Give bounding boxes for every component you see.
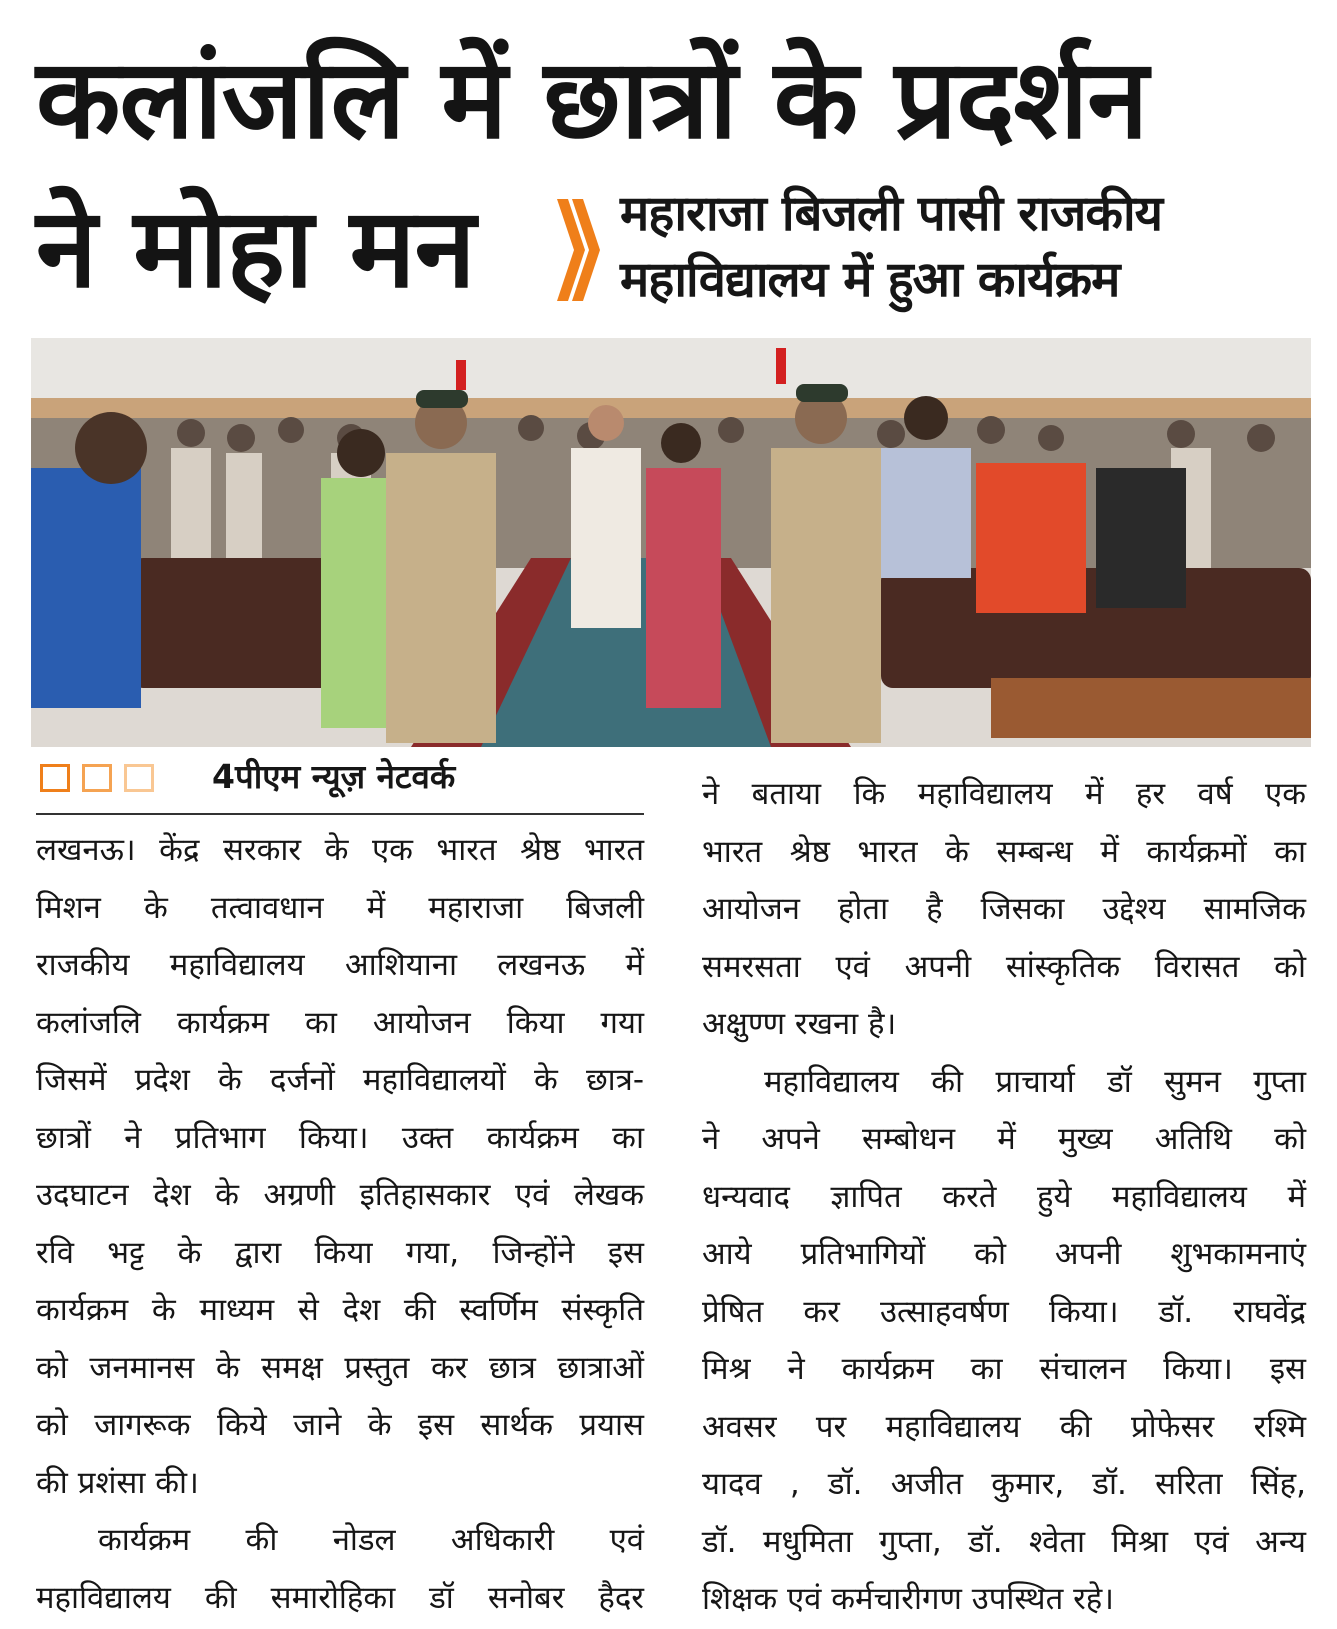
right-line-3: आयोजन होता है जिसका उद्देश्य सामजिक bbox=[702, 891, 1306, 927]
right-line-14: डॉ. मधुमिता गुप्ता, डॉ. श्वेता मिश्रा एवं अन्य bbox=[702, 1523, 1306, 1560]
left-line-2: मिशन के तत्वावधान में महाराजा बिजली bbox=[36, 889, 644, 926]
right-line-8: धन्यवाद ज्ञापित करते हुये महाविद्यालय में bbox=[702, 1178, 1306, 1215]
left-line-4: कलांजलि कार्यक्रम का आयोजन किया गया bbox=[36, 1004, 644, 1041]
right-line-6: महाविद्यालय की प्राचार्या डॉ सुमन गुप्ता bbox=[764, 1063, 1306, 1100]
left-line-5: जिसमें प्रदेश के दर्जनों महाविद्यालयों के छात्र- bbox=[36, 1062, 644, 1098]
right-line-12: अवसर पर महाविद्यालय की प्रोफेसर रश्मि bbox=[702, 1408, 1306, 1445]
article-right-column bbox=[702, 766, 1306, 1629]
right-line-1: ने बताया कि महाविद्यालय में हर वर्ष एक bbox=[702, 776, 1306, 812]
left-line-3: राजकीय महाविद्यालय आशियाना लखनऊ में bbox=[36, 947, 644, 983]
headline-line-1: कलांजलि में छात्रों के प्रदर्शन bbox=[36, 35, 1148, 163]
left-line-7: उदघाटन देश के अग्रणी इतिहासकार एवं लेखक bbox=[36, 1177, 644, 1213]
right-line-13: यादव , डॉ. अजीत कुमार, डॉ. सरिता सिंह, bbox=[702, 1466, 1306, 1502]
double-chevron-icon bbox=[555, 195, 601, 305]
right-line-5: अक्षुण्ण रखना है। bbox=[702, 1006, 897, 1042]
left-line-13: कार्यक्रम की नोडल अधिकारी एवं bbox=[98, 1522, 644, 1558]
headline-line-2: ने मोहा मन bbox=[36, 184, 475, 312]
left-line-6: छात्रों ने प्रतिभाग किया। उक्त कार्यक्रम का bbox=[36, 1119, 644, 1156]
right-line-7: ने अपने सम्बोधन में मुख्य अतिथि को bbox=[702, 1121, 1306, 1157]
subheadline-line-2: महाविद्यालय में हुआ कार्यक्रम bbox=[620, 251, 1120, 308]
right-line-4: समरसता एवं अपनी सांस्कृतिक विरासत को bbox=[702, 948, 1306, 985]
right-line-15: शिक्षक एवं कर्मचारीगण उपस्थित रहे। bbox=[702, 1581, 1115, 1617]
right-line-11: मिश्र ने कार्यक्रम का संचालन किया। इस bbox=[702, 1351, 1306, 1387]
left-line-10: को जनमानस के समक्ष प्रस्तुत कर छात्र छात्राओं bbox=[36, 1349, 644, 1386]
event-photo bbox=[31, 338, 1311, 747]
subheadline-line-1: महाराजा बिजली पासी राजकीय bbox=[620, 185, 1163, 242]
left-line-12: की प्रशंसा की। bbox=[36, 1464, 199, 1501]
right-line-9: आये प्रतिभागियों को अपनी शुभकामनाएं bbox=[702, 1236, 1306, 1272]
left-line-1: लखनऊ। केंद्र सरकार के एक भारत श्रेष्ठ भारत bbox=[36, 832, 644, 868]
left-line-9: कार्यक्रम के माध्यम से देश की स्वर्णिम संस्कृति bbox=[36, 1292, 644, 1328]
byline: 4पीएम न्यूज़ नेटवर्क bbox=[212, 757, 456, 796]
byline-divider bbox=[36, 813, 644, 815]
left-line-14: महाविद्यालय की समारोहिका डॉ सनोबर हैदर bbox=[36, 1579, 644, 1616]
byline-squares-icon bbox=[40, 764, 154, 792]
left-line-8: रवि भट्ट के द्वारा किया गया, जिन्होंने इस bbox=[36, 1234, 644, 1271]
right-line-10: प्रेषित कर उत्साहवर्षण किया। डॉ. राघवेंद्र bbox=[702, 1293, 1306, 1330]
left-line-11: को जागरूक किये जाने के इस सार्थक प्रयास bbox=[36, 1407, 644, 1443]
article-left-column bbox=[36, 822, 644, 1627]
right-line-2: भारत श्रेष्ठ भारत के सम्बन्ध में कार्यक्रमों का bbox=[702, 833, 1306, 870]
